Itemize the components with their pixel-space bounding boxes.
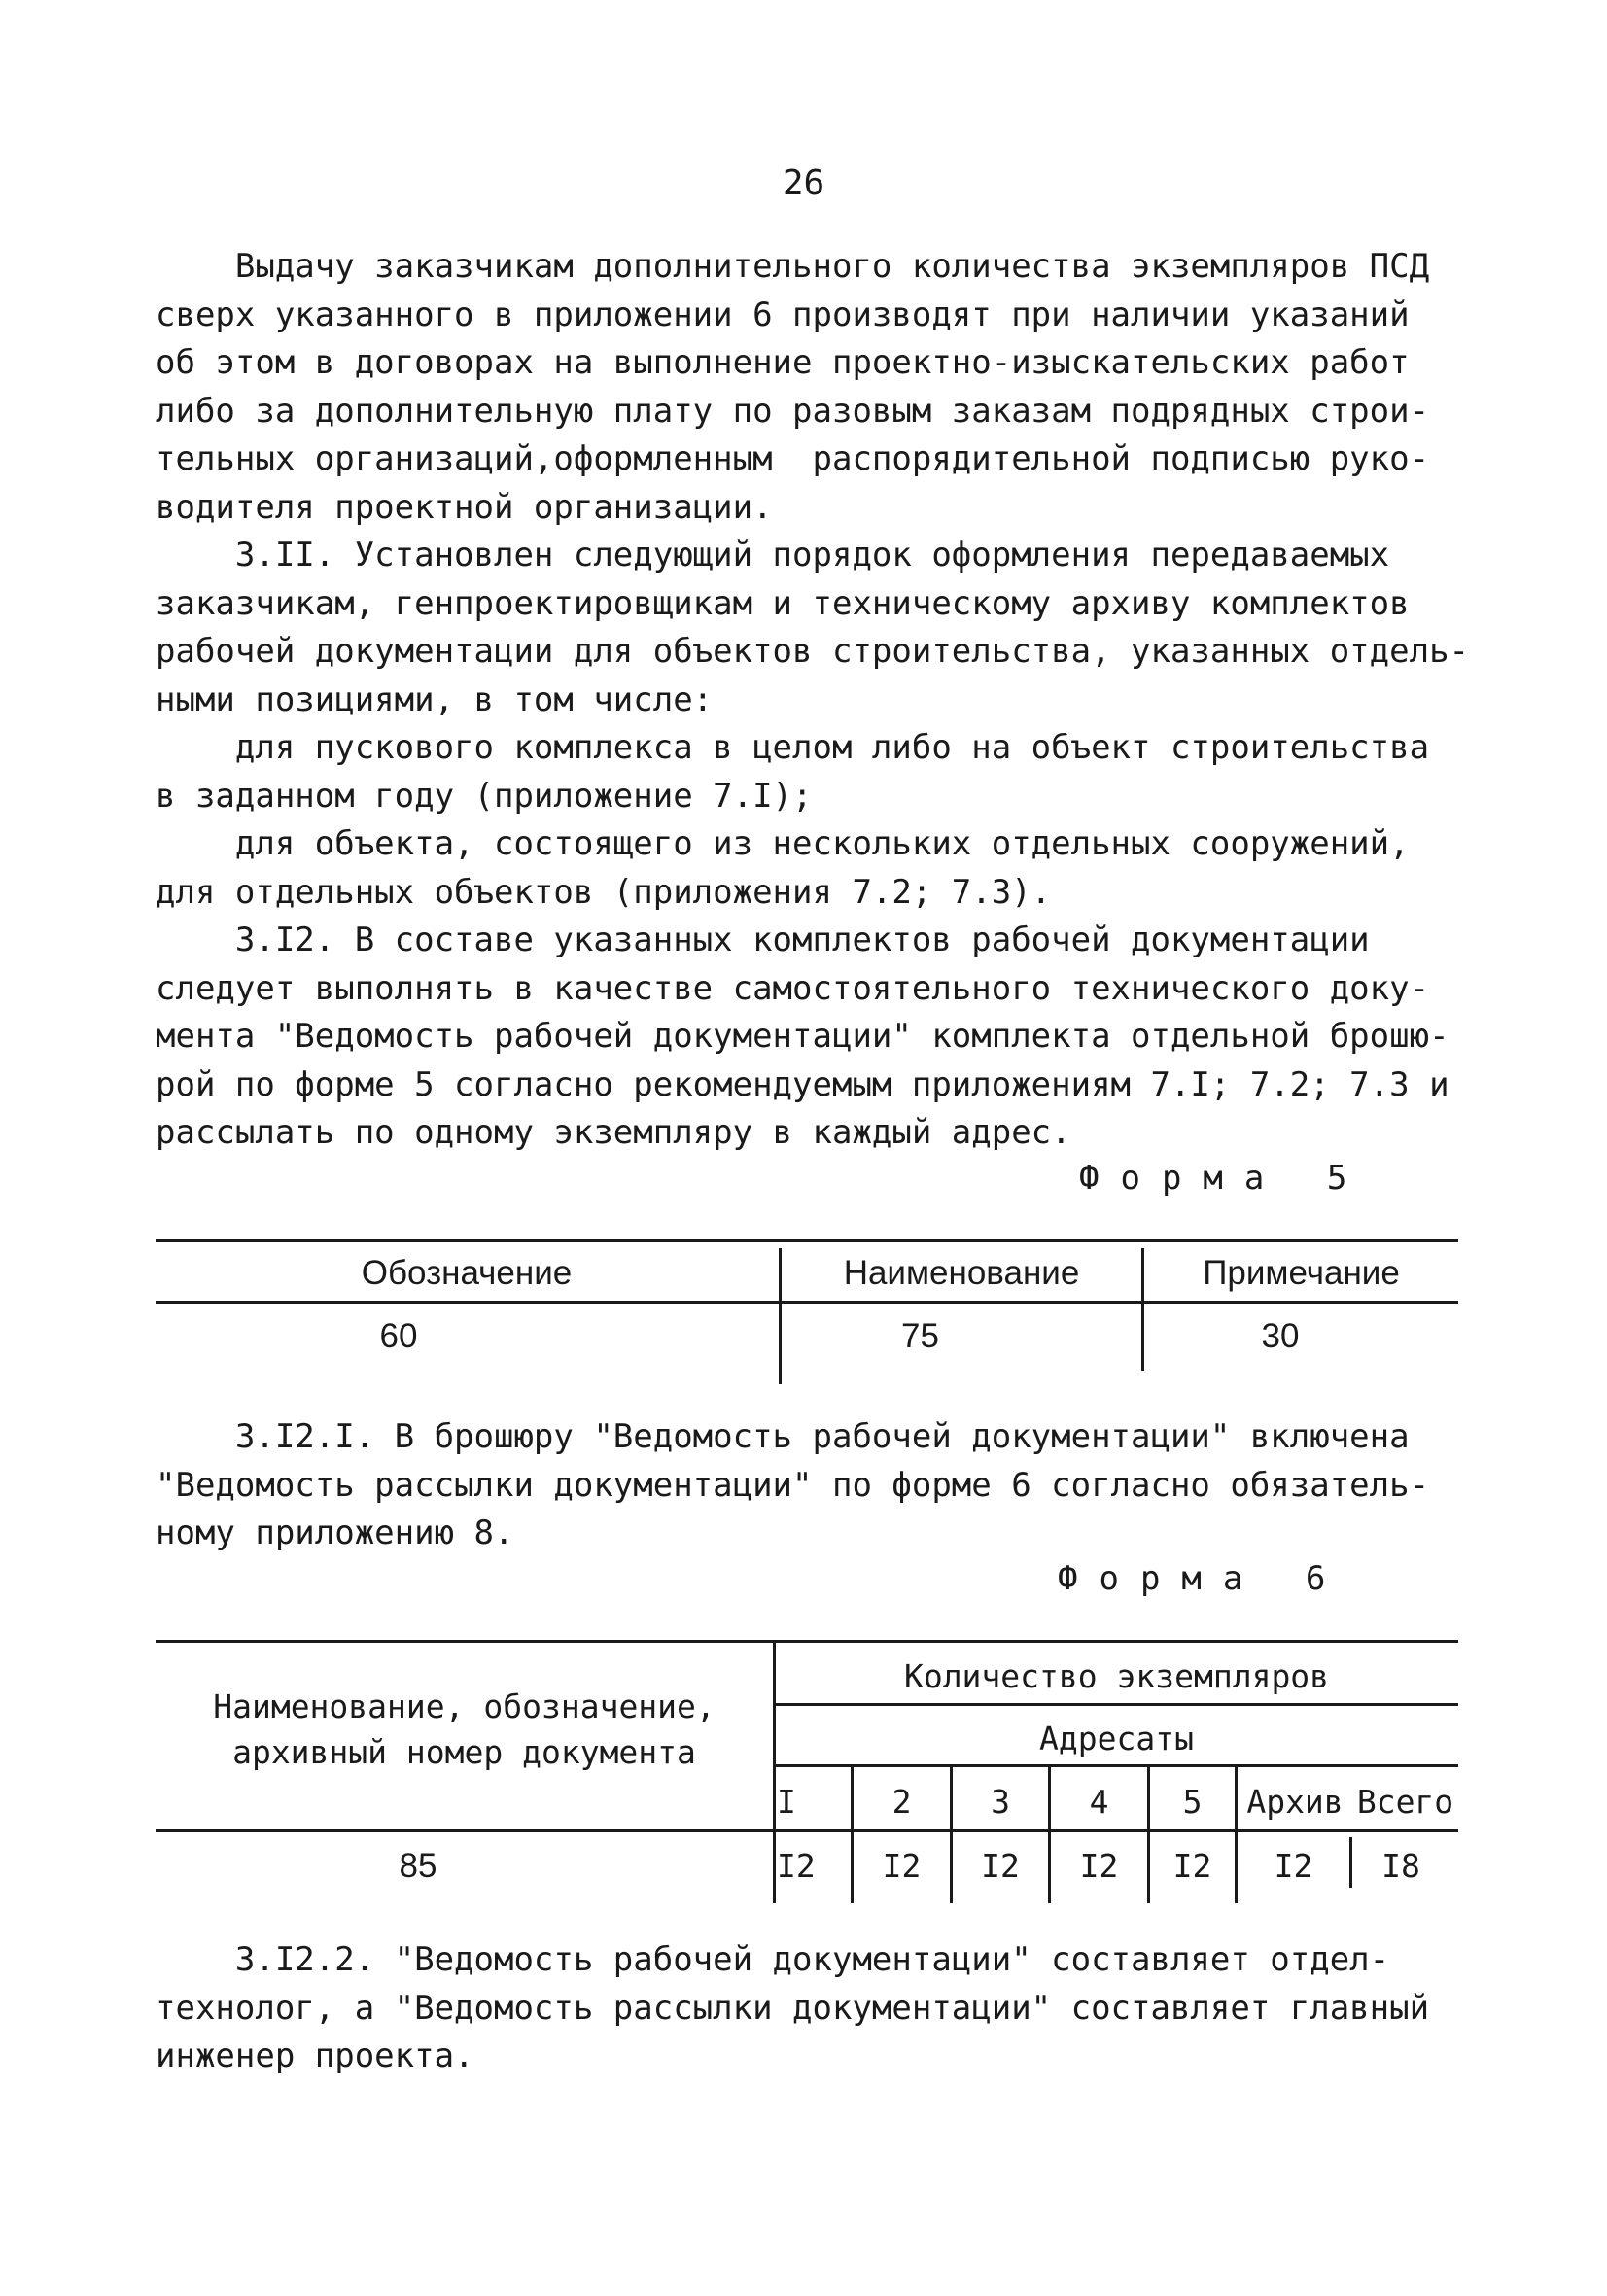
text-line: 3.I2. В составе указанных комплектов рабочей документации: [156, 921, 1370, 959]
text-line: 3.I2.I. В брошюру "Ведомость рабочей документации" включена: [156, 1417, 1410, 1456]
text-line: 3.II. Установлен следующий порядок оформления передаваемых: [156, 536, 1390, 574]
header-col-3: 3: [991, 1783, 1010, 1821]
paragraph-3-12-2: [156, 1936, 1478, 2081]
form-5-label: Форма 5: [1079, 1159, 1369, 1198]
text-line: водителя проектной организации.: [156, 487, 773, 527]
width-col-5: I2: [1172, 1847, 1212, 1885]
text-line: рой по форме 5 согласно рекомендуемым приложениям 7.I; 7.2; 7.3 и: [156, 1064, 1450, 1104]
table-rule: [156, 1301, 1458, 1304]
text-line: "Ведомость рассылки документации" по форме 6 согласно обязатель-: [156, 1465, 1430, 1505]
text-line: тельных организаций,оформленным распорядительной подписью руко-: [156, 439, 1430, 478]
width-col-archive: I2: [1274, 1847, 1313, 1885]
header-col-archive: Архив: [1246, 1783, 1344, 1821]
width-col-4: I2: [1079, 1847, 1119, 1885]
width-col-2: I2: [882, 1847, 922, 1885]
width-col-3: I2: [981, 1847, 1020, 1885]
header-col-2: 2: [891, 1783, 912, 1821]
table-rule: [775, 1703, 1458, 1706]
width-designation: 60: [379, 1317, 418, 1355]
header-copies-count: Количество экземпляров: [903, 1657, 1330, 1695]
text-line: для отдельных объектов (приложения 7.2; 7.3).: [156, 872, 1052, 912]
text-line: инженер проекта.: [156, 2036, 474, 2075]
paragraph-copies: [156, 243, 1478, 532]
text-line: заказчикам, генпроектировщикам и техническому архиву комплектов: [156, 583, 1410, 623]
width-doc-name: 85: [399, 1847, 437, 1885]
text-line: для объекта, состоящего из нескольких отдельных сооружений,: [156, 824, 1410, 863]
paragraph-launch-complex: [156, 724, 1478, 820]
text-line: следует выполнять в качестве самостоятельного технического доку-: [156, 968, 1430, 1008]
header-name: Наименование: [843, 1254, 1080, 1292]
table-rule: [156, 1829, 1458, 1832]
header-addressees: Адресаты: [1039, 1720, 1194, 1757]
paragraph-single-object: [156, 820, 1478, 917]
text-line: ному приложению 8.: [156, 1513, 514, 1552]
text-line: для пускового комплекса в целом либо на объект строительства: [156, 728, 1430, 767]
paragraph-3-12: [156, 917, 1478, 1158]
text-line: в заданном году (приложение 7.I);: [156, 776, 813, 816]
text-line: рабочей документации для объектов строительства, указанных отдель-: [156, 632, 1470, 671]
width-note: 30: [1261, 1317, 1300, 1355]
text-line: либо за дополнительную плату по разовым заказам подрядных строи-: [156, 391, 1430, 431]
table-rule: [156, 1239, 1458, 1242]
table-rule: [156, 1640, 1458, 1643]
header-doc-name-line: архивный номер документа: [232, 1733, 696, 1771]
width-name: 75: [901, 1317, 939, 1355]
page-number: 26: [782, 163, 825, 203]
table-rule: [775, 1764, 1458, 1767]
form-6-label: Форма 6: [1058, 1559, 1347, 1598]
header-col-4: 4: [1089, 1783, 1109, 1821]
paragraph-3-11: [156, 532, 1478, 724]
text-line: сверх указанного в приложении 6 производят при наличии указаний: [156, 295, 1410, 334]
text-line: технолог, а "Ведомость рассылки документации" составляет главный: [156, 1988, 1430, 2028]
text-line: ными позициями, в том числе:: [156, 679, 714, 719]
text-line: Выдачу заказчикам дополнительного количества экземпляров ПСД: [156, 247, 1430, 286]
header-doc-name-line: Наименование, обозначение,: [213, 1687, 716, 1725]
width-col-1: I2: [777, 1847, 816, 1885]
text-line: мента "Ведомость рабочей документации" комплекта отдельной брошю-: [156, 1017, 1450, 1056]
header-col-5: 5: [1182, 1783, 1203, 1821]
text-line: об этом в договорах на выполнение проектно-изыскательских работ: [156, 343, 1410, 382]
header-col-total: Всего: [1356, 1783, 1454, 1821]
paragraph-3-12-1: [156, 1413, 1478, 1558]
text-line: 3.I2.2. "Ведомость рабочей документации" составляет отдел-: [156, 1940, 1390, 1979]
width-col-total: I8: [1381, 1847, 1420, 1885]
text-line: рассылать по одному экземпляру в каждый адрес.: [156, 1113, 1071, 1152]
header-designation: Обозначение: [361, 1254, 573, 1292]
header-col-1: I: [777, 1783, 796, 1821]
header-note: Примечание: [1203, 1254, 1400, 1292]
